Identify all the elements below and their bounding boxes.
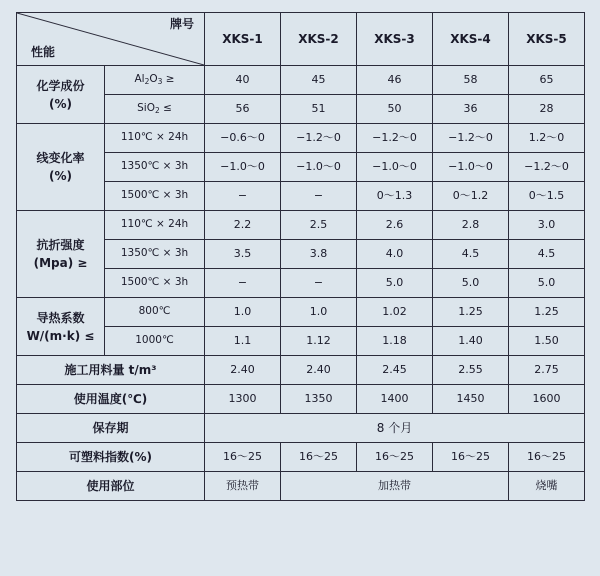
cell-value: 3.8 <box>281 240 357 269</box>
sub-label-1350c: 1350℃ × 3h <box>105 153 205 182</box>
cell-value: 36 <box>433 95 509 124</box>
cell-value: 2.6 <box>357 211 433 240</box>
cell-value: 51 <box>281 95 357 124</box>
table-row <box>17 356 585 385</box>
cell-value: 0～1.2 <box>433 182 509 211</box>
cell-value: 65 <box>509 66 585 95</box>
cell-value: 4.5 <box>509 240 585 269</box>
cell-value: 5.0 <box>509 269 585 298</box>
header-property-label: 性能 <box>31 45 56 59</box>
cell-value: 1600 <box>509 385 585 414</box>
sub-label-1350c: 1350℃ × 3h <box>105 240 205 269</box>
cell-value-preheat-zone: 预热带 <box>205 472 281 501</box>
group-label-line1: 线变化率 <box>36 151 85 165</box>
group-label-line2: (%) <box>49 96 72 111</box>
cell-value: 45 <box>281 66 357 95</box>
cell-value: −1.2～0 <box>433 124 509 153</box>
cell-value: 1.1 <box>205 327 281 356</box>
cell-value: 56 <box>205 95 281 124</box>
column-header-xks4: XKS-4 <box>433 13 509 66</box>
cell-value: −1.0～0 <box>433 153 509 182</box>
group-label-linear-change <box>17 124 105 211</box>
group-label-line1: 化学成份 <box>36 78 85 93</box>
cell-value: 16～25 <box>281 443 357 472</box>
row-label-service-temperature: 使用温度(℃) <box>17 385 205 414</box>
table-row <box>17 472 585 501</box>
cell-value: 2.5 <box>281 211 357 240</box>
cell-value: 2.2 <box>205 211 281 240</box>
table-row <box>17 124 585 153</box>
cell-value: 2.75 <box>509 356 585 385</box>
cell-value: 5.0 <box>433 269 509 298</box>
cell-value: −1.2～0 <box>509 153 585 182</box>
sub-label-800c: 800℃ <box>105 298 205 327</box>
cell-value: − <box>281 269 357 298</box>
group-label-flexural-strength <box>17 211 105 298</box>
header-corner-cell <box>17 13 205 66</box>
sub-label-1000c: 1000℃ <box>105 327 205 356</box>
cell-value: 5.0 <box>357 269 433 298</box>
cell-value: 3.5 <box>205 240 281 269</box>
diagonal-split <box>17 13 204 65</box>
cell-value: 1.18 <box>357 327 433 356</box>
row-label-application-zone: 使用部位 <box>17 472 205 501</box>
table-row <box>17 298 585 327</box>
cell-value: 4.0 <box>357 240 433 269</box>
sub-label-sio2: SiO$_2$ ≤ <box>105 95 205 124</box>
cell-value: 2.8 <box>433 211 509 240</box>
cell-value: −1.2～0 <box>357 124 433 153</box>
cell-value: 4.5 <box>433 240 509 269</box>
group-label-line2: (%) <box>49 169 72 183</box>
cell-value: 16～25 <box>357 443 433 472</box>
cell-value: −0.6～0 <box>205 124 281 153</box>
cell-value: 16～25 <box>509 443 585 472</box>
group-label-line1: 抗折强度 <box>36 238 85 252</box>
cell-value: 28 <box>509 95 585 124</box>
cell-value: 1.0 <box>205 298 281 327</box>
group-label-thermal-conductivity <box>17 298 105 356</box>
cell-value: − <box>281 182 357 211</box>
cell-value: 0～1.3 <box>357 182 433 211</box>
sub-label-110c: 110℃ × 24h <box>105 124 205 153</box>
group-label-line2: (Mpa) ≥ <box>33 256 88 270</box>
cell-value: 46 <box>357 66 433 95</box>
cell-value: −1.0～0 <box>281 153 357 182</box>
sub-label-1500c: 1500℃ × 3h <box>105 269 205 298</box>
row-label-plasticity-index: 可塑料指数(%) <box>17 443 205 472</box>
table-row <box>17 385 585 414</box>
cell-value: 58 <box>433 66 509 95</box>
group-label-chemical <box>17 66 105 124</box>
column-header-xks3: XKS-3 <box>357 13 433 66</box>
row-label-material-usage: 施工用料量 t/m³ <box>17 356 205 385</box>
table-row <box>17 66 585 95</box>
table-row <box>17 414 585 443</box>
sub-label-1500c: 1500℃ × 3h <box>105 182 205 211</box>
cell-value: − <box>205 269 281 298</box>
table-row <box>17 443 585 472</box>
cell-value-shelf-life: 8 个月 <box>205 414 585 443</box>
cell-value: 0～1.5 <box>509 182 585 211</box>
sub-label-110c: 110℃ × 24h <box>105 211 205 240</box>
cell-value: 2.55 <box>433 356 509 385</box>
cell-value-heating-zone: 加热带 <box>281 472 509 501</box>
cell-value: 1.2～0 <box>509 124 585 153</box>
group-label-line1: 导热系数 <box>36 310 85 325</box>
cell-value: 1300 <box>205 385 281 414</box>
cell-value: 1.12 <box>281 327 357 356</box>
table-header-row <box>17 13 585 66</box>
cell-value: 1450 <box>433 385 509 414</box>
cell-value: 16～25 <box>433 443 509 472</box>
cell-value: 2.45 <box>357 356 433 385</box>
header-brand-label: 牌号 <box>169 17 194 31</box>
cell-value: −1.0～0 <box>357 153 433 182</box>
group-label-line2: W/(m·k) ≤ <box>26 328 95 343</box>
cell-value: 16～25 <box>205 443 281 472</box>
cell-value: 40 <box>205 66 281 95</box>
row-label-shelf-life: 保存期 <box>17 414 205 443</box>
cell-value: 2.40 <box>281 356 357 385</box>
cell-value: 1.02 <box>357 298 433 327</box>
cell-value: 1.25 <box>509 298 585 327</box>
column-header-xks1: XKS-1 <box>205 13 281 66</box>
cell-value: −1.2～0 <box>281 124 357 153</box>
column-header-xks2: XKS-2 <box>281 13 357 66</box>
cell-value: − <box>205 182 281 211</box>
cell-value-burner: 烧嘴 <box>509 472 585 501</box>
cell-value: 3.0 <box>509 211 585 240</box>
cell-value: 1.50 <box>509 327 585 356</box>
cell-value: 1.0 <box>281 298 357 327</box>
cell-value: −1.0～0 <box>205 153 281 182</box>
cell-value: 1400 <box>357 385 433 414</box>
cell-value: 2.40 <box>205 356 281 385</box>
cell-value: 50 <box>357 95 433 124</box>
sub-label-al2o3: $Al_2O_3$ ≥ <box>105 66 205 95</box>
column-header-xks5: XKS-5 <box>509 13 585 66</box>
cell-value: 1.40 <box>433 327 509 356</box>
cell-value: 1350 <box>281 385 357 414</box>
table-row <box>17 211 585 240</box>
cell-value: 1.25 <box>433 298 509 327</box>
spec-table <box>16 12 585 501</box>
